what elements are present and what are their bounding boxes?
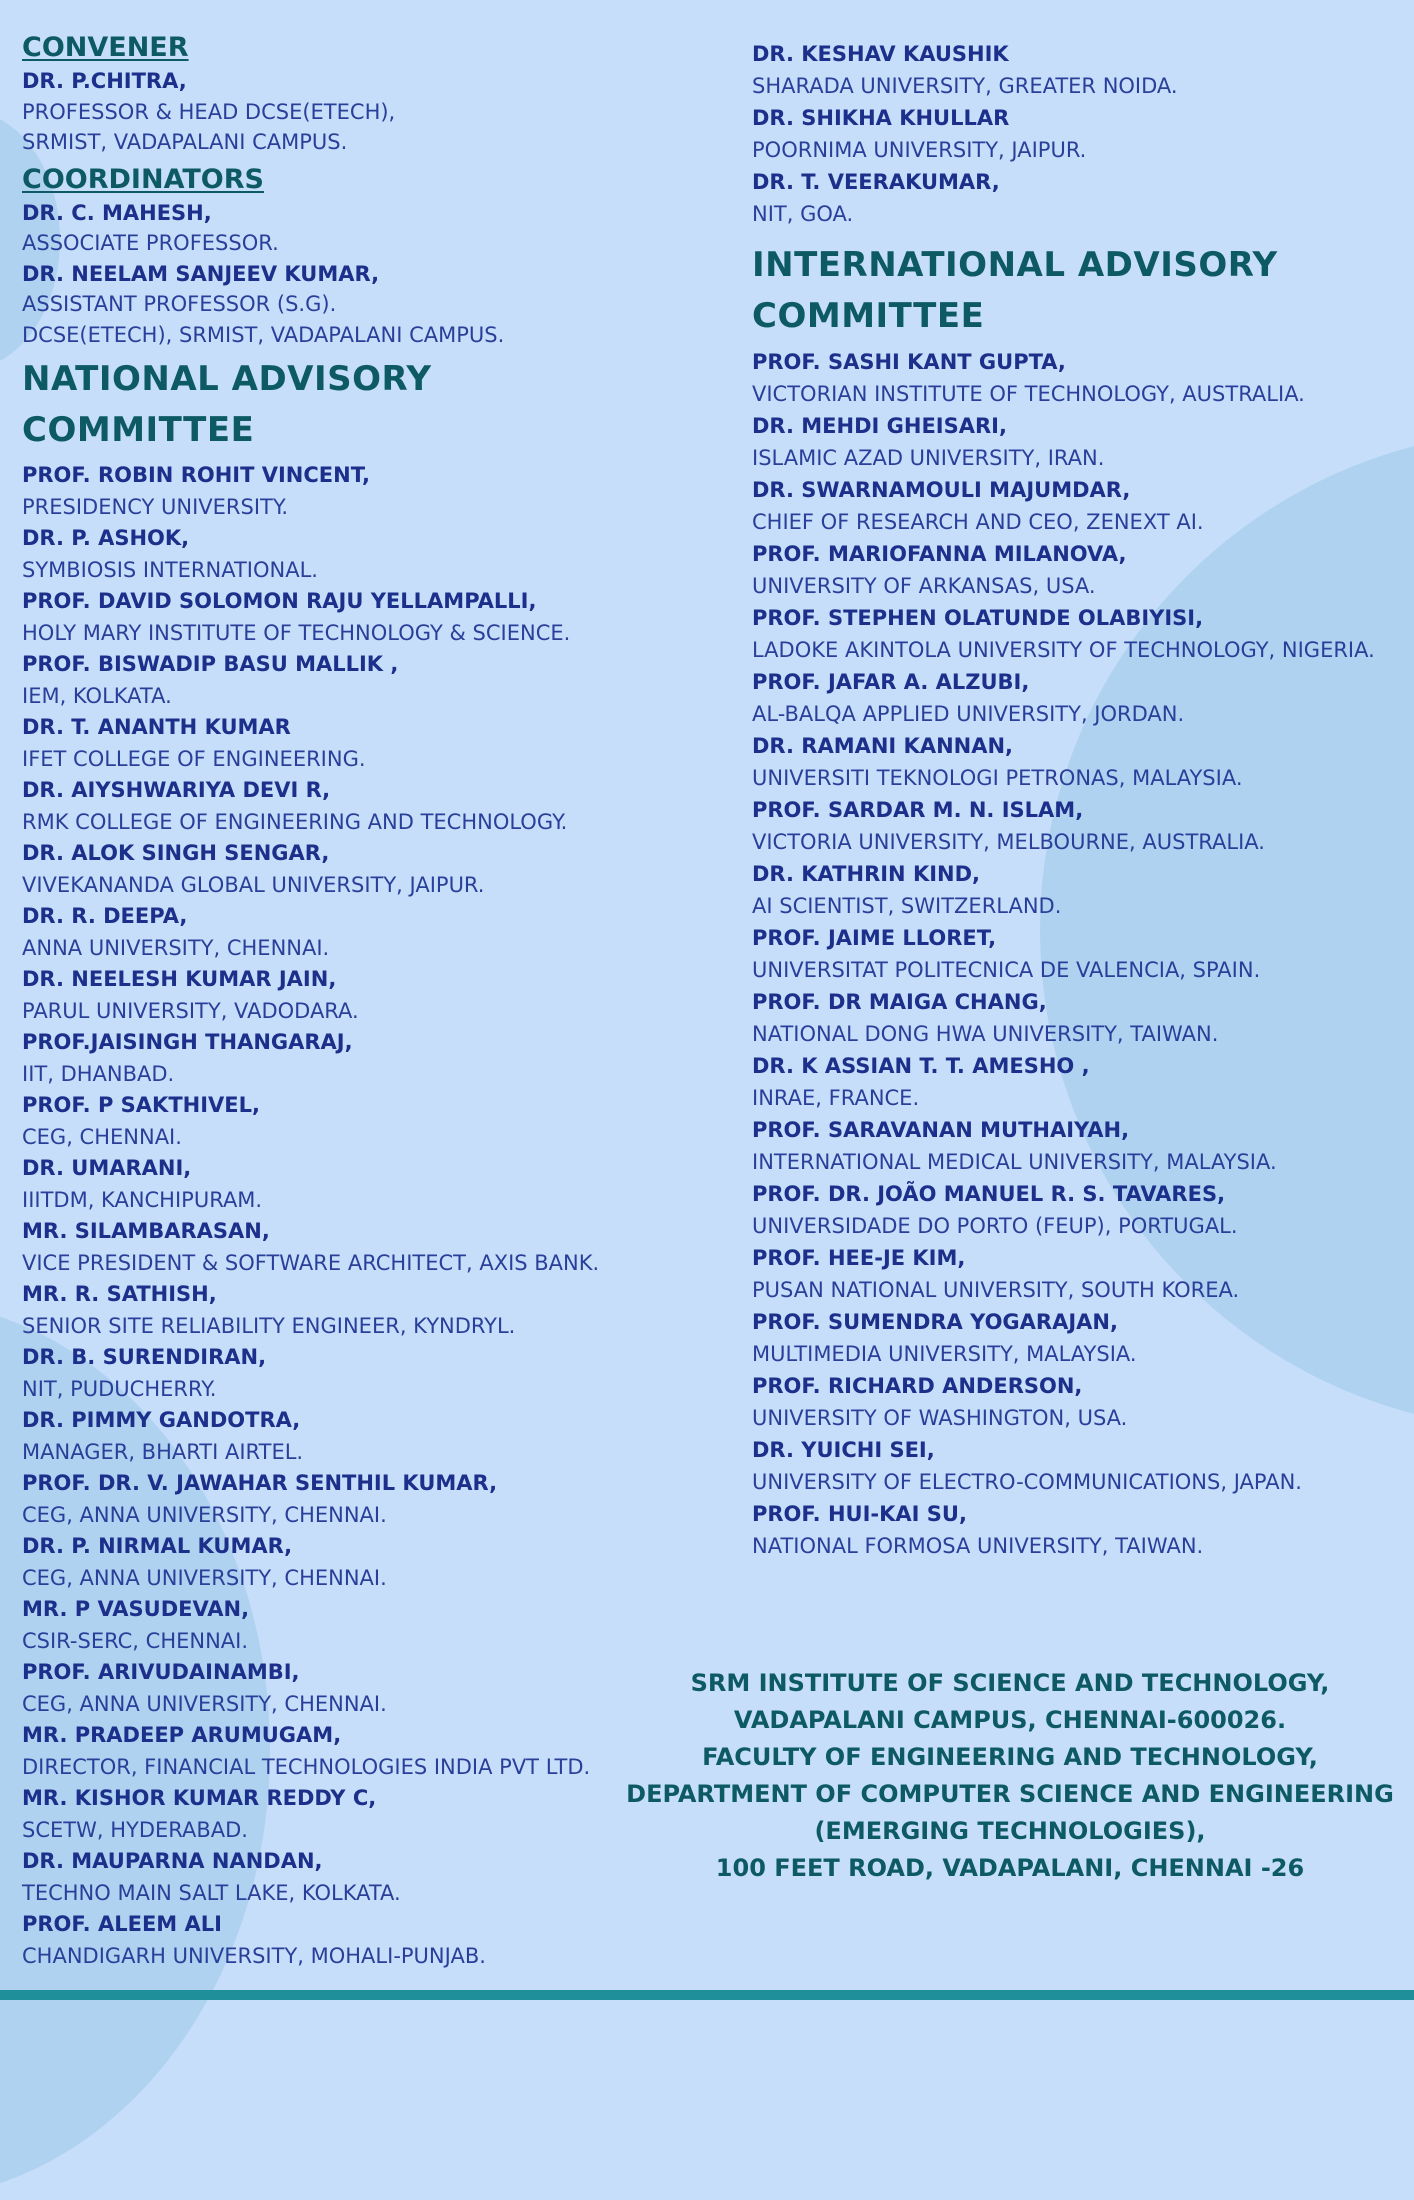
member-affiliation: UNIVERSIDADE DO PORTO (FEUP), PORTUGAL.: [752, 1214, 1238, 1238]
member-affiliation: MANAGER, BHARTI AIRTEL.: [22, 1439, 304, 1464]
convener-section: [22, 30, 662, 158]
member-name: DR. T. ANANTH KUMAR: [22, 715, 291, 739]
institution-address: [620, 1665, 1400, 1887]
international-advisory-heading: [752, 240, 1402, 342]
member-name: PROF. SUMENDRA YOGARAJAN,: [752, 1310, 1118, 1334]
footer-accent-bar: [0, 1990, 1414, 2000]
member-affiliation: MULTIMEDIA UNIVERSITY, MALAYSIA.: [752, 1342, 1137, 1366]
international-member-list: [752, 346, 1402, 1562]
convener-title: PROFESSOR & HEAD DCSE(ETECH),: [22, 99, 396, 124]
member-name: DR. UMARANI,: [22, 1156, 192, 1180]
address-line: VADAPALANI CAMPUS, CHENNAI-600026.: [733, 1706, 1287, 1734]
member-affiliation: PRESIDENCY UNIVERSITY.: [22, 494, 289, 519]
member-name: PROF. JAIME LLORET,: [752, 926, 997, 950]
member-name: MR. P VASUDEVAN,: [22, 1597, 250, 1621]
member-name: DR. R. DEEPA,: [22, 904, 188, 928]
member-name: PROF. ROBIN ROHIT VINCENT,: [22, 463, 371, 487]
coordinators-section: [22, 162, 662, 351]
member-name: PROF. DAVID SOLOMON RAJU YELLAMPALLI,: [22, 589, 537, 613]
member-affiliation: TECHNO MAIN SALT LAKE, KOLKATA.: [22, 1880, 401, 1905]
member-name: PROF. SASHI KANT GUPTA,: [752, 350, 1066, 374]
member-name: PROF. P SAKTHIVEL,: [22, 1093, 260, 1117]
member-name: DR. T. VEERAKUMAR,: [752, 170, 1000, 194]
member-name: DR. ALOK SINGH SENGAR,: [22, 841, 330, 865]
member-name: DR. RAMANI KANNAN,: [752, 734, 1014, 758]
coordinator-name: DR. C. MAHESH,: [22, 200, 212, 225]
member-name: PROF.JAISINGH THANGARAJ,: [22, 1030, 353, 1054]
member-name: PROF. MARIOFANNA MILANOVA,: [752, 542, 1127, 566]
member-name: PROF. JAFAR A. ALZUBI,: [752, 670, 1030, 694]
member-name: PROF. ALEEM ALI: [22, 1912, 222, 1936]
member-affiliation: IFET COLLEGE OF ENGINEERING.: [22, 746, 366, 771]
member-affiliation: UNIVERSITY OF WASHINGTON, USA.: [752, 1406, 1128, 1430]
member-name: MR. PRADEEP ARUMUGAM,: [22, 1723, 342, 1747]
address-line: FACULTY OF ENGINEERING AND TECHNOLOGY,: [702, 1743, 1318, 1771]
member-name: PROF. HEE-JE KIM,: [752, 1246, 966, 1270]
member-name: DR. SHIKHA KHULLAR: [752, 106, 1010, 130]
member-affiliation: NATIONAL DONG HWA UNIVERSITY, TAIWAN.: [752, 1022, 1219, 1046]
address-line: (EMERGING TECHNOLOGIES),: [814, 1817, 1206, 1845]
member-affiliation: AI SCIENTIST, SWITZERLAND.: [752, 894, 1062, 918]
member-name: PROF. STEPHEN OLATUNDE OLABIYISI,: [752, 606, 1204, 630]
member-affiliation: CSIR-SERC, CHENNAI.: [22, 1628, 249, 1653]
member-name: DR. YUICHI SEI,: [752, 1438, 935, 1462]
member-name: MR. R. SATHISH,: [22, 1282, 217, 1306]
member-name: MR. KISHOR KUMAR REDDY C,: [22, 1786, 377, 1810]
member-name: PROF. SARAVANAN MUTHAIYAH,: [752, 1118, 1130, 1142]
member-name: PROF. BISWADIP BASU MALLIK ,: [22, 652, 399, 676]
member-affiliation: VICTORIAN INSTITUTE OF TECHNOLOGY, AUSTRALIA.: [752, 382, 1305, 406]
member-affiliation: NIT, PUDUCHERRY.: [22, 1376, 217, 1401]
member-affiliation: IIITDM, KANCHIPURAM.: [22, 1187, 263, 1212]
international-heading-line2: COMMITTEE: [752, 296, 985, 336]
member-affiliation: UNIVERSITI TEKNOLOGI PETRONAS, MALAYSIA.: [752, 766, 1243, 790]
member-affiliation: POORNIMA UNIVERSITY, JAIPUR.: [752, 138, 1087, 162]
member-affiliation: AL-BALQA APPLIED UNIVERSITY, JORDAN.: [752, 702, 1185, 726]
convener-heading: CONVENER: [22, 32, 189, 63]
member-name: DR. KATHRIN KIND,: [752, 862, 981, 886]
member-name: PROF. DR MAIGA CHANG,: [752, 990, 1047, 1014]
member-affiliation: CEG, ANNA UNIVERSITY, CHENNAI.: [22, 1565, 387, 1590]
member-affiliation: UNIVERSITAT POLITECNICA DE VALENCIA, SPAIN.: [752, 958, 1261, 982]
member-affiliation: ISLAMIC AZAD UNIVERSITY, IRAN.: [752, 446, 1105, 470]
member-name: DR. K ASSIAN T. T. AMESHO ,: [752, 1054, 1090, 1078]
member-affiliation: CEG, CHENNAI.: [22, 1124, 182, 1149]
member-name: PROF. DR. JOÃO MANUEL R. S. TAVARES,: [752, 1182, 1226, 1206]
member-name: PROF. DR. V. JAWAHAR SENTHIL KUMAR,: [22, 1471, 498, 1495]
member-affiliation: RMK COLLEGE OF ENGINEERING AND TECHNOLOGY.: [22, 809, 568, 834]
member-name: DR. PIMMY GANDOTRA,: [22, 1408, 301, 1432]
member-affiliation: NIT, GOA.: [752, 202, 854, 226]
member-name: DR. KESHAV KAUSHIK: [752, 42, 1009, 66]
coordinator-department: DCSE(ETECH), SRMIST, VADAPALANI CAMPUS.: [22, 322, 505, 347]
coordinator-designation: ASSOCIATE PROFESSOR.: [22, 231, 279, 255]
member-name: PROF. RICHARD ANDERSON,: [752, 1374, 1083, 1398]
member-affiliation: INTERNATIONAL MEDICAL UNIVERSITY, MALAYSIA.: [752, 1150, 1277, 1174]
national-advisory-section: [22, 354, 662, 1972]
member-affiliation: CEG, ANNA UNIVERSITY, CHENNAI.: [22, 1502, 387, 1527]
member-name: DR. AIYSHWARIYA DEVI R,: [22, 778, 331, 802]
member-name: PROF. ARIVUDAINAMBI,: [22, 1660, 300, 1684]
coordinators-heading: COORDINATORS: [22, 163, 264, 195]
address-line: DEPARTMENT OF COMPUTER SCIENCE AND ENGINEERING: [626, 1780, 1394, 1808]
member-affiliation: SENIOR SITE RELIABILITY ENGINEER, KYNDRYL.: [22, 1313, 516, 1338]
convener-campus: SRMIST, VADAPALANI CAMPUS.: [22, 130, 348, 154]
convener-name: DR. P.CHITRA,: [22, 69, 187, 93]
national-member-list-continued: [752, 38, 1402, 230]
national-advisory-heading: NATIONAL ADVISORY COMMITTEE: [22, 359, 432, 450]
member-affiliation: IIT, DHANBAD.: [22, 1061, 175, 1086]
international-heading-line1: INTERNATIONAL ADVISORY: [752, 245, 1278, 285]
right-column: [752, 38, 1402, 1562]
member-affiliation: PARUL UNIVERSITY, VADODARA.: [22, 998, 359, 1023]
member-name: DR. P. ASHOK,: [22, 526, 190, 550]
member-name: MR. SILAMBARASAN,: [22, 1219, 270, 1243]
member-affiliation: CHANDIGARH UNIVERSITY, MOHALI-PUNJAB.: [22, 1943, 486, 1968]
member-name: DR. NEELESH KUMAR JAIN,: [22, 967, 337, 991]
member-affiliation: NATIONAL FORMOSA UNIVERSITY, TAIWAN.: [752, 1534, 1204, 1558]
member-name: PROF. HUI-KAI SU,: [752, 1502, 967, 1526]
member-affiliation: UNIVERSITY OF ELECTRO-COMMUNICATIONS, JAPAN.: [752, 1470, 1302, 1494]
member-affiliation: INRAE, FRANCE.: [752, 1086, 920, 1110]
member-affiliation: LADOKE AKINTOLA UNIVERSITY OF TECHNOLOGY, NIGERIA.: [752, 638, 1375, 662]
coordinator-name: DR. NEELAM SANJEEV KUMAR,: [22, 261, 380, 286]
member-name: DR. SWARNAMOULI MAJUMDAR,: [752, 478, 1131, 502]
member-name: DR. MEHDI GHEISARI,: [752, 414, 1007, 438]
address-line: SRM INSTITUTE OF SCIENCE AND TECHNOLOGY,: [690, 1669, 1330, 1697]
member-affiliation: VICTORIA UNIVERSITY, MELBOURNE, AUSTRALIA.: [752, 830, 1265, 854]
member-affiliation: CEG, ANNA UNIVERSITY, CHENNAI.: [22, 1691, 387, 1716]
member-affiliation: CHIEF OF RESEARCH AND CEO, ZENEXT AI.: [752, 510, 1204, 534]
national-member-list: [22, 460, 662, 1972]
member-affiliation: UNIVERSITY OF ARKANSAS, USA.: [752, 574, 1096, 598]
member-name: DR. P. NIRMAL KUMAR,: [22, 1534, 293, 1558]
member-name: DR. MAUPARNA NANDAN,: [22, 1849, 323, 1873]
member-affiliation: IEM, KOLKATA.: [22, 683, 172, 708]
international-advisory-section: [752, 240, 1402, 1562]
member-affiliation: VICE PRESIDENT & SOFTWARE ARCHITECT, AXIS BANK.: [22, 1250, 600, 1275]
member-affiliation: VIVEKANANDA GLOBAL UNIVERSITY, JAIPUR.: [22, 872, 485, 897]
member-affiliation: PUSAN NATIONAL UNIVERSITY, SOUTH KOREA.: [752, 1278, 1240, 1302]
member-affiliation: SYMBIOSIS INTERNATIONAL.: [22, 557, 318, 582]
member-name: DR. B. SURENDIRAN,: [22, 1345, 267, 1369]
coordinator-designation: ASSISTANT PROFESSOR (S.G).: [22, 292, 337, 316]
member-affiliation: ANNA UNIVERSITY, CHENNAI.: [22, 935, 330, 960]
address-line: 100 FEET ROAD, VADAPALANI, CHENNAI -26: [715, 1854, 1305, 1882]
left-column: [22, 30, 662, 1972]
member-affiliation: SCETW, HYDERABAD.: [22, 1817, 248, 1842]
member-affiliation: HOLY MARY INSTITUTE OF TECHNOLOGY & SCIENCE.: [22, 620, 571, 645]
member-affiliation: DIRECTOR, FINANCIAL TECHNOLOGIES INDIA PVT LTD.: [22, 1754, 591, 1779]
member-affiliation: SHARADA UNIVERSITY, GREATER NOIDA.: [752, 74, 1178, 98]
member-name: PROF. SARDAR M. N. ISLAM,: [752, 798, 1084, 822]
